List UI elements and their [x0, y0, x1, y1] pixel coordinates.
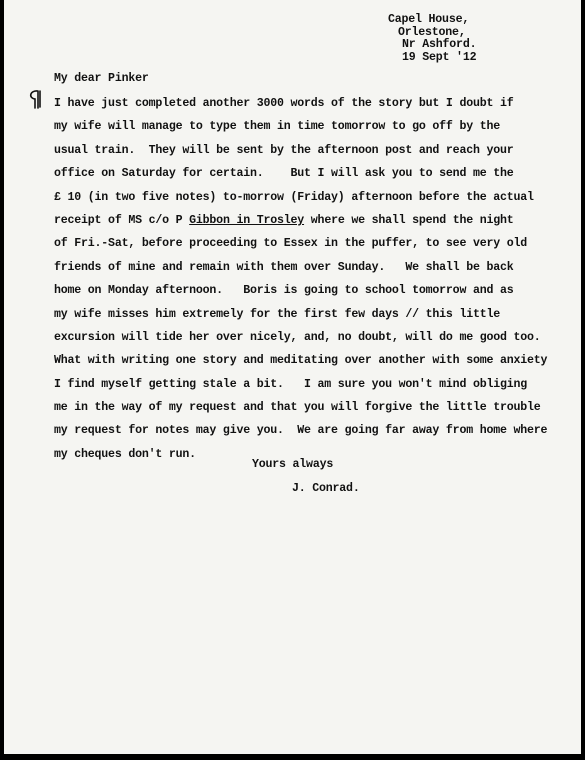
address-line-3: Nr Ashford. [402, 38, 477, 51]
scan-border [0, 754, 585, 760]
body-text-segment: my cheques don't run. [54, 447, 196, 461]
body-text-segment: my wife will manage to type them in time tomorrow to go off by the [54, 120, 500, 134]
body-text-segment: £ 10 (in two five notes) to-morrow (Friday) afternoon before the actual [54, 190, 534, 204]
underlined-text: Gibbon in Trosley [189, 213, 305, 227]
body-text-segment: my request for notes may give you. We are going far away from home where [54, 424, 548, 438]
body-line [54, 209, 564, 232]
body-text-segment: excursion will tide her over nicely, and, no doubt, will do me good too. [54, 330, 541, 344]
body-text-segment: office on Saturday for certain. But I will ask you to send me the [54, 167, 514, 181]
body-line [54, 373, 564, 396]
closing: Yours always [252, 458, 334, 471]
body-line [54, 162, 564, 185]
body-text-segment: receipt of MS c/o P [54, 213, 190, 227]
signature: J. Conrad. [292, 482, 360, 495]
body-line [54, 92, 564, 115]
body-line [54, 349, 564, 372]
body-line [54, 232, 564, 255]
body-text-segment: I have just completed another 3000 words of the story but I doubt if [54, 97, 514, 110]
address-line-1: Capel House, [388, 13, 470, 26]
salutation: My dear Pinker [54, 72, 149, 85]
body-line [54, 139, 564, 162]
body-line [54, 396, 564, 419]
body-line [54, 186, 564, 209]
body-text-segment: where we shall spend the night [304, 213, 514, 227]
letter-page [4, 0, 581, 754]
address-line-4: 19 Sept '12 [402, 50, 477, 64]
body-line [54, 256, 564, 279]
body-text-segment: me in the way of my request and that you will forgive the little trouble [54, 401, 541, 415]
body-text-segment: my wife misses him extremely for the first few days // this little [54, 307, 500, 321]
body-text-segment: home on Monday afternoon. Boris is going to school tomorrow and as [54, 284, 514, 298]
body-line [54, 419, 564, 442]
body-text-segment: of Fri.-Sat, before proceeding to Essex in the puffer, to see very old [54, 237, 528, 251]
body-text-segment: usual train. They will be sent by the afternoon post and reach your [54, 143, 514, 157]
body-line [54, 303, 564, 326]
body-line [54, 279, 564, 302]
body-text-segment: friends of mine and remain with them over Sunday. We shall be back [54, 260, 514, 274]
body-text-segment: What with writing one story and meditating over another with some anxiety [54, 354, 548, 368]
letter-body [54, 92, 564, 466]
paragraph-mark-icon [26, 88, 46, 110]
body-text-segment: I find myself getting stale a bit. I am sure you won't mind obliging [54, 377, 528, 391]
body-line [54, 326, 564, 349]
sender-address [388, 14, 476, 64]
address-line-2: Orlestone, [398, 25, 466, 39]
body-line [54, 115, 564, 138]
